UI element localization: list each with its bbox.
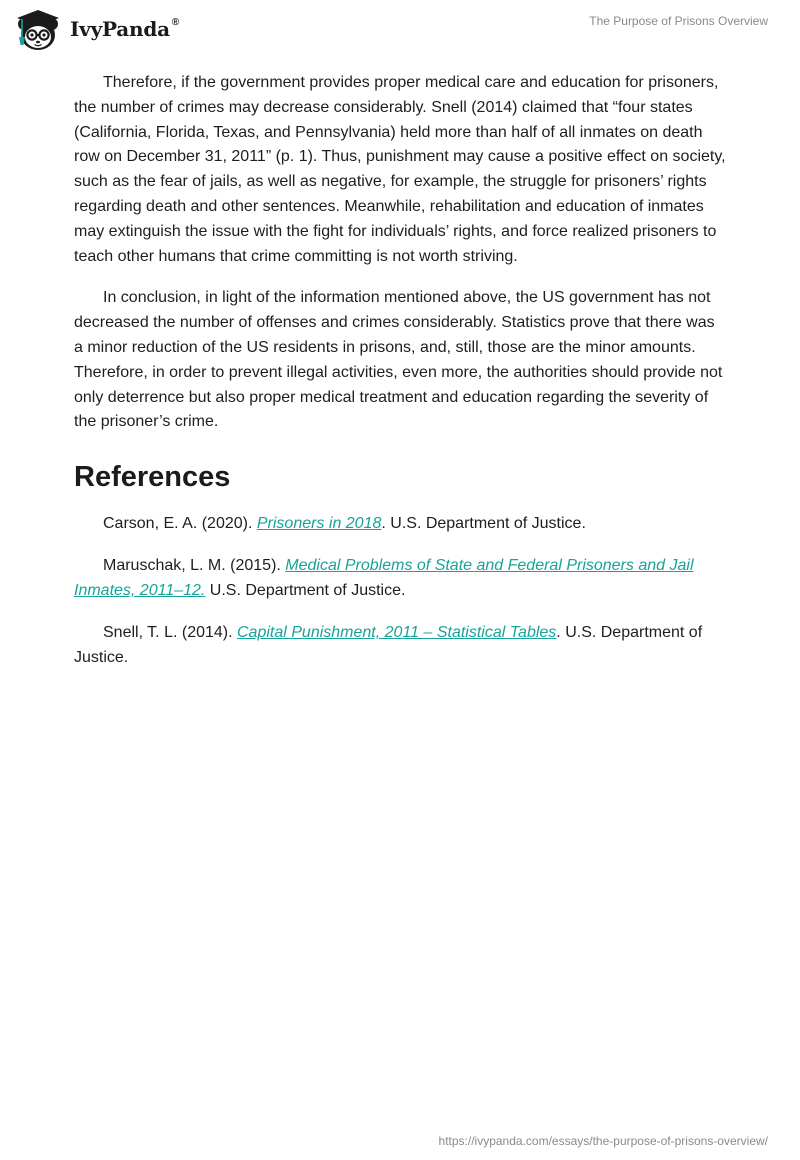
reference-publisher: . U.S. Department of Justice. (381, 515, 586, 533)
reference-author: Carson, E. A. (2020). (103, 515, 257, 533)
reference-item (74, 620, 726, 670)
reference-item (74, 553, 726, 603)
document-title: The Purpose of Prisons Overview (589, 14, 768, 28)
brand-name: IvyPanda ® (70, 17, 179, 41)
reference-link[interactable]: Medical Problems of State and Federal Prisoners and Jail Inmates, 2011–12. (74, 557, 694, 600)
panda-logo-icon (14, 7, 66, 53)
reference-link[interactable]: Prisoners in 2018 (256, 515, 382, 533)
reference-author: Maruschak, L. M. (2015). (103, 557, 286, 575)
body-paragraph: Therefore, if the government provides proper medical care and education for prisoners, the number of crimes may decrease considerably. Snell (2014) claimed that “four states (California, Florida, Texas, and Pennsylvania) held more than half of all inmates on death row on December 31, 2011” (p. 1). Thus, punishment may cause a positive effect on society, such as the fear of jails, as well as negative, for example, the struggle for prisoners’ rights regarding death and other sentences. Meanwhile, rehabilitation and education of inmates may extinguish the issue with the fight for individuals’ rights, and force realized prisoners to teach other humans that crime committing is not worth striving. (74, 74, 726, 265)
document-body (74, 71, 726, 687)
reference-link[interactable]: Capital Punishment, 2011 – Statistical Tables (237, 624, 557, 642)
reference-item (74, 511, 726, 536)
references-heading: References (74, 461, 231, 494)
body-paragraph: In conclusion, in light of the information mentioned above, the US government has not decreased the number of offenses and crimes considerably. Statistics prove that there was a minor reduction of the US residents in prisons, and, still, those are the minor amounts. Therefore, in order to prevent illegal activities, even more, the authorities should provide not only deterrence but also proper medical treatment and education regarding the severity of the prisoner’s crime. (74, 289, 723, 431)
page-header (0, 0, 800, 60)
reference-publisher: U.S. Department of Justice. (205, 582, 406, 600)
reference-publisher: . U.S. Department of Justice. (74, 624, 703, 667)
reference-author: Snell, T. L. (2014). (103, 624, 237, 642)
source-url: https://ivypanda.com/essays/the-purpose-of-prisons-overview/ (438, 1134, 768, 1148)
brand-logo[interactable] (14, 7, 179, 53)
